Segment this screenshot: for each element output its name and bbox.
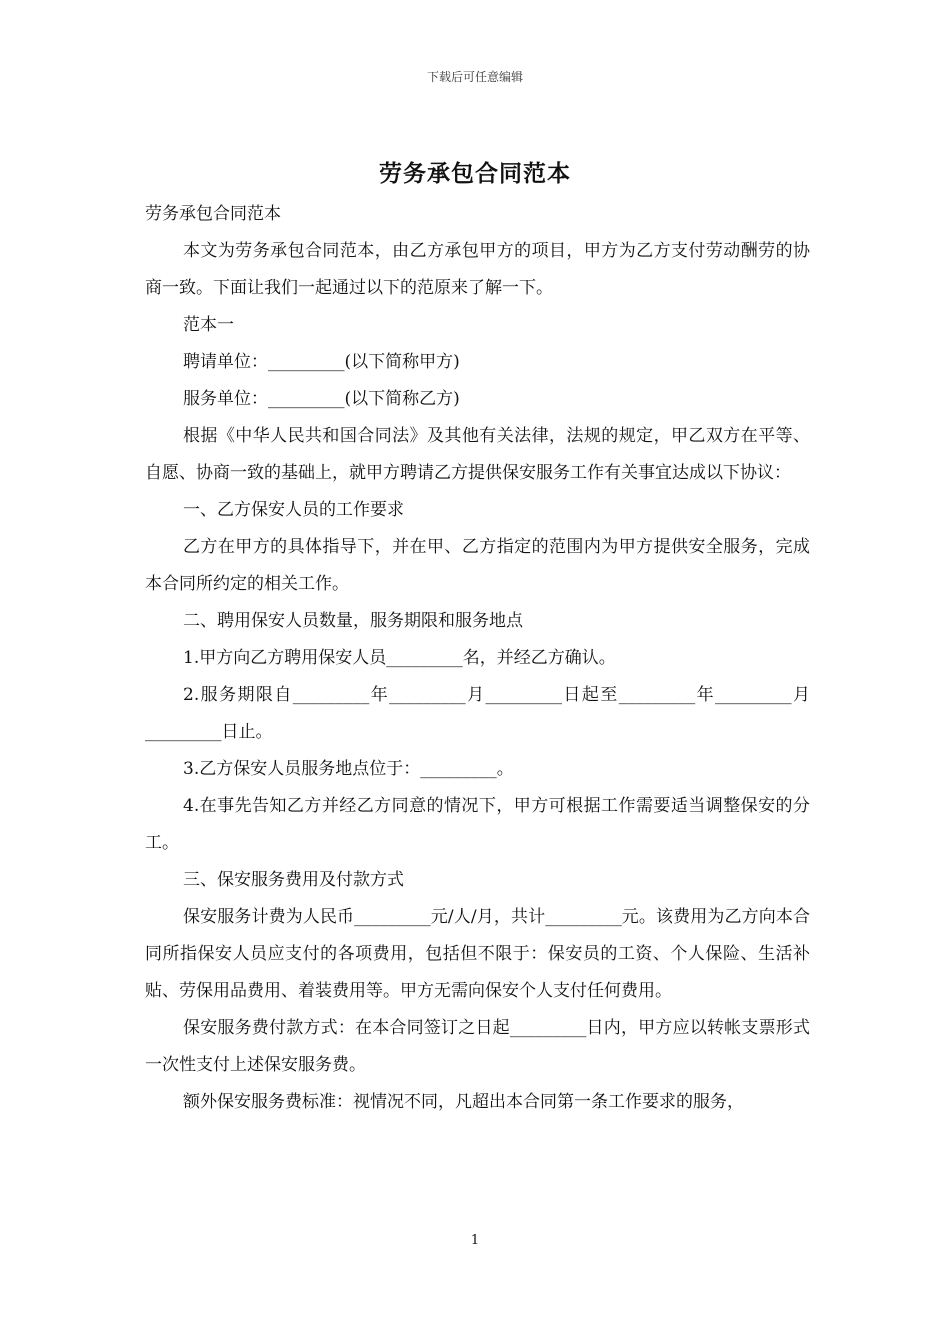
paragraph: 4.在事先告知乙方并经乙方同意的情况下，甲方可根据工作需要适当调整保安的分工。 — [145, 796, 810, 853]
paragraph: 一、乙方保安人员的工作要求 — [183, 500, 404, 520]
paragraph: 聘请单位：_________(以下简称甲方) — [183, 352, 460, 372]
paragraph: 本文为劳务承包合同范本，由乙方承包甲方的项目，甲方为乙方支付劳动酬劳的协商一致。下面让我们一起通过以下的范原来了解一下。 — [145, 241, 810, 298]
paragraph: 1.甲方向乙方聘用保安人员_________名，并经乙方确认。 — [183, 648, 616, 668]
paragraph: 二、聘用保安人员数量，服务期限和服务地点 — [183, 611, 523, 631]
paragraph: 三、保安服务费用及付款方式 — [183, 870, 404, 890]
paragraph: 范本一 — [183, 315, 234, 335]
paragraph: 额外保安服务费标准：视情况不同，凡超出本合同第一条工作要求的服务， — [183, 1092, 744, 1112]
paragraph: 乙方在甲方的具体指导下，并在甲、乙方指定的范围内为甲方提供安全服务，完成本合同所约定的相关工作。 — [145, 537, 810, 594]
paragraph: 保安服务计费为人民币_________元/人/月，共计_________元。该费用为乙方向本合同所指保安人员应支付的各项费用，包括但不限于：保安员的工资、个人保险、生活补贴、劳保用品费用、着装费用等。甲方无需向保安个人支付任何费用。 — [145, 907, 810, 1001]
paragraph: 3.乙方保安人员服务地点位于：_________。 — [183, 759, 514, 779]
paragraph: 根据《中华人民共和国合同法》及其他有关法律，法规的规定，甲乙双方在平等、自愿、协商一致的基础上，就甲方聘请乙方提供保安服务工作有关事宜达成以下协议： — [145, 426, 810, 483]
paragraph: 2.服务期限自_________年_________月_________日起至_________年_________月_________日止。 — [145, 685, 810, 742]
paragraph: 服务单位：_________(以下简称乙方) — [183, 389, 460, 409]
paragraph: 保安服务费付款方式：在本合同签订之日起_________日内，甲方应以转帐支票形式一次性支付上述保安服务费。 — [145, 1018, 810, 1075]
document-body — [145, 196, 810, 1121]
page-number: 1 — [470, 1233, 480, 1248]
document-title: 劳务承包合同范本 — [379, 160, 571, 187]
header-note: 下载后可任意编辑 — [426, 70, 523, 84]
paragraph: 劳务承包合同范本 — [145, 204, 281, 224]
